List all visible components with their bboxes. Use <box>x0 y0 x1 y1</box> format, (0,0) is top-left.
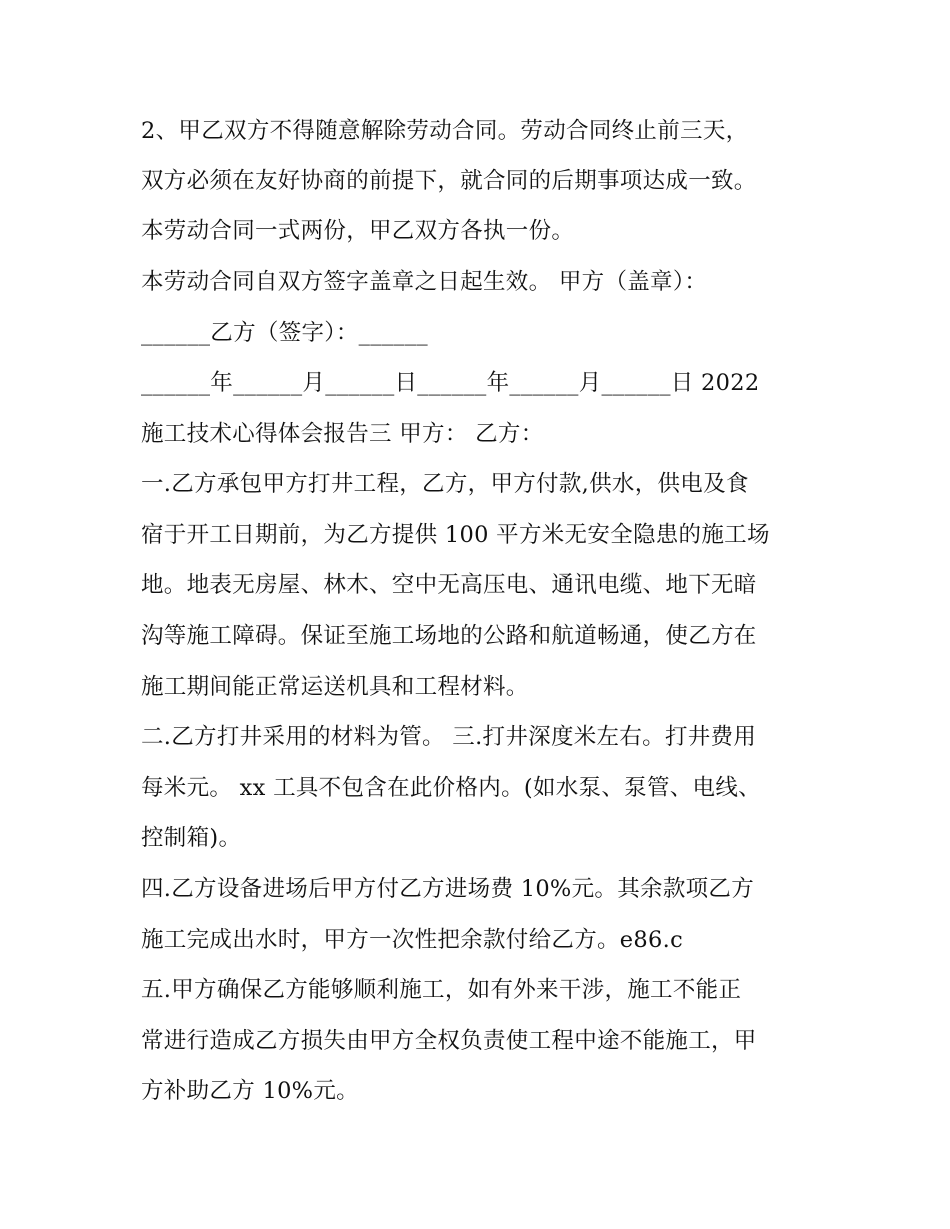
text-line: 四.乙方设备进场后甲方付乙方进场费 10%元。其余款项乙方 <box>141 876 755 902</box>
text-line: 宿于开工日期前，为乙方提供 100 平方米无安全隐患的施工场 <box>141 522 770 548</box>
section-heading: 施工技术心得体会报告三 甲方： 乙方： <box>141 421 544 447</box>
text-line: 地。地表无房屋、林木、空中无高压电、通讯电缆、地下无暗 <box>141 572 757 598</box>
text-line: 双方必须在友好协商的前提下，就合同的后期事项达成一致。 <box>141 168 757 194</box>
signature-line: ______乙方（签字）：______ <box>141 320 428 346</box>
text-line: 二.乙方打井采用的材料为管。 三.打井深度米左右。打井费用 <box>141 724 757 750</box>
text-line: 施工完成出水时，甲方一次性把余款付给乙方。e86.c <box>141 927 683 953</box>
text-line: 本劳动合同自双方签字盖章之日起生效。 甲方（盖章）： <box>141 269 708 295</box>
text-line: 本劳动合同一式两份，甲乙双方各执一份。 <box>141 218 575 244</box>
text-line: 沟等施工障碍。保证至施工场地的公路和航道畅通，使乙方在 <box>141 623 757 649</box>
text-line: 方补助乙方 10%元。 <box>141 1078 359 1104</box>
text-line: 常进行造成乙方损失由甲方全权负责使工程中途不能施工，甲 <box>141 1028 757 1054</box>
date-line: ______年______月______日______年______月______日 2022 <box>141 370 760 396</box>
text-line: 五.甲方确保乙方能够顺利施工，如有外来干涉，施工不能正 <box>141 977 742 1003</box>
text-line: 施工期间能正常运送机具和工程材料。 <box>141 674 529 700</box>
text-line: 一.乙方承包甲方打井工程，乙方，甲方付款,供水，供电及食 <box>141 471 749 497</box>
text-line: 2、甲乙双方不得随意解除劳动合同。劳动合同终止前三天， <box>141 118 749 144</box>
text-line: 控制箱)。 <box>141 825 242 851</box>
text-line: 每米元。 xx 工具不包含在此价格内。(如水泵、泵管、电线、 <box>141 775 761 801</box>
